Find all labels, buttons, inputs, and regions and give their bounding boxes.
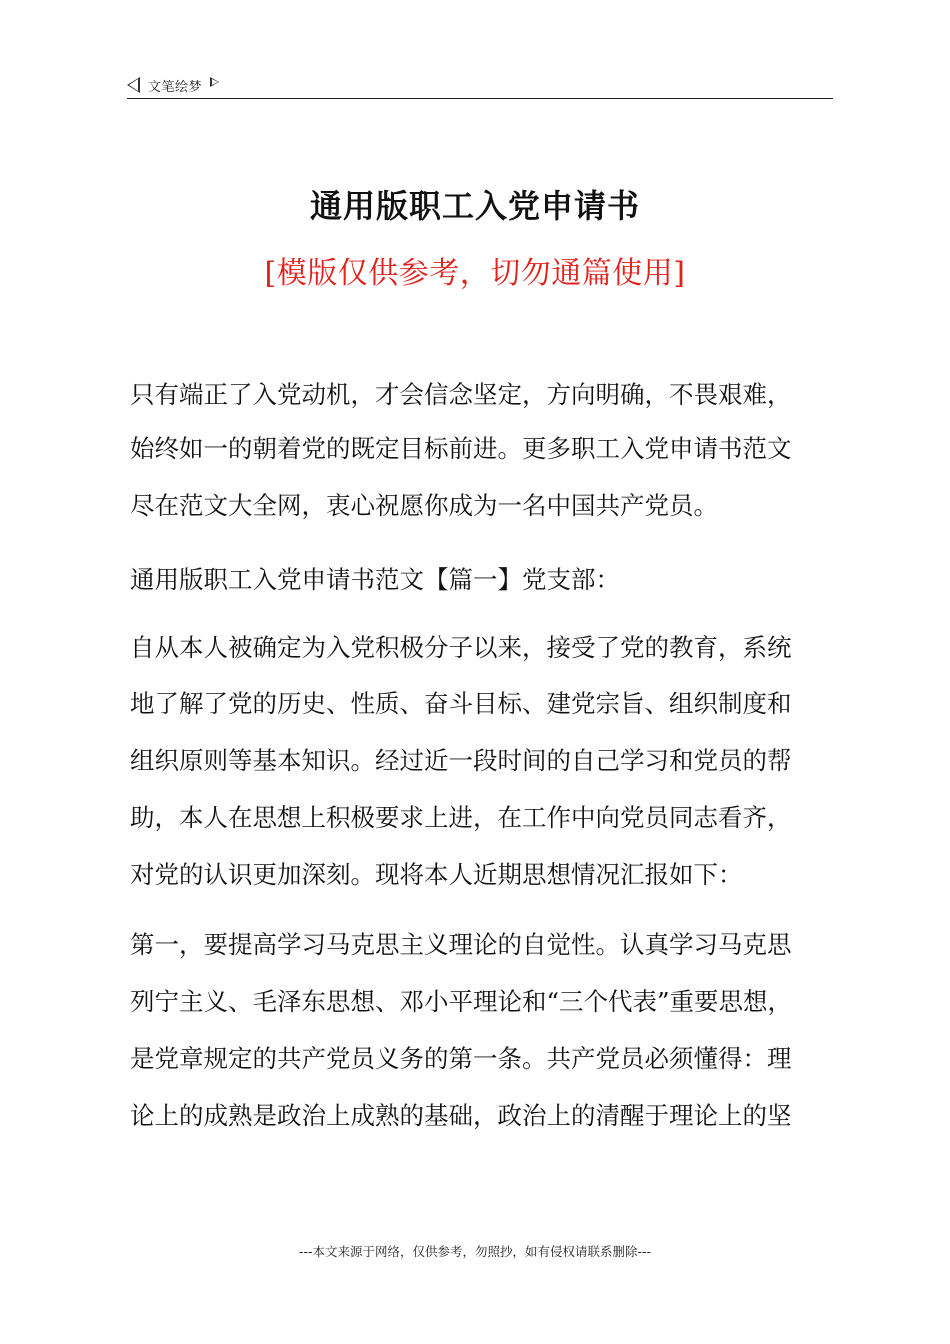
- body-line: 地了解了党的历史、性质、奋斗目标、建党宗旨、组织制度和: [130, 689, 792, 718]
- triangle-right-icon: [210, 77, 219, 87]
- body-line: 通用版职工入党申请书范文【篇一】党支部：: [130, 565, 620, 594]
- body-line: 列宁主义、毛泽东思想、邓小平理论和“三个代表”重要思想，: [130, 987, 793, 1016]
- body-line: 是党章规定的共产党员义务的第一条。共产党员必须懂得：理: [130, 1044, 792, 1073]
- header-brand: [127, 74, 219, 96]
- header-label: 文笔绘梦: [148, 79, 203, 95]
- body-line: 自从本人被确定为入党积极分子以来，接受了党的教育，系统: [130, 633, 792, 662]
- body-line: 助，本人在思想上积极要求上进，在工作中向党员同志看齐，: [130, 803, 792, 832]
- body-line: 第一，要提高学习马克思主义理论的自觉性。认真学习马克思: [130, 930, 792, 959]
- page-footer: ---本文来源于网络，仅供参考，勿照抄，如有侵权请联系删除---: [298, 1244, 652, 1259]
- body-line: 对党的认识更加深刻。现将本人近期思想情况汇报如下：: [130, 860, 743, 889]
- body-line: 论上的成熟是政治上成熟的基础，政治上的清醒于理论上的坚: [130, 1101, 792, 1130]
- document-subtitle: [模版仅供参考，切勿通篇使用]: [264, 256, 686, 291]
- body-line: 尽在范文大全网，衷心祝愿你成为一名中国共产党员。: [130, 491, 718, 520]
- triangle-left-icon: [127, 77, 140, 93]
- body-line: 只有端正了入党动机，才会信念坚定，方向明确，不畏艰难，: [130, 380, 792, 409]
- body-line: 始终如一的朝着党的既定目标前进。更多职工入党申请书范文: [130, 434, 792, 463]
- page-header: [127, 74, 833, 99]
- document-title: 通用版职工入党申请书: [309, 187, 640, 225]
- body-line: 组织原则等基本知识。经过近一段时间的自己学习和党员的帮: [130, 746, 792, 775]
